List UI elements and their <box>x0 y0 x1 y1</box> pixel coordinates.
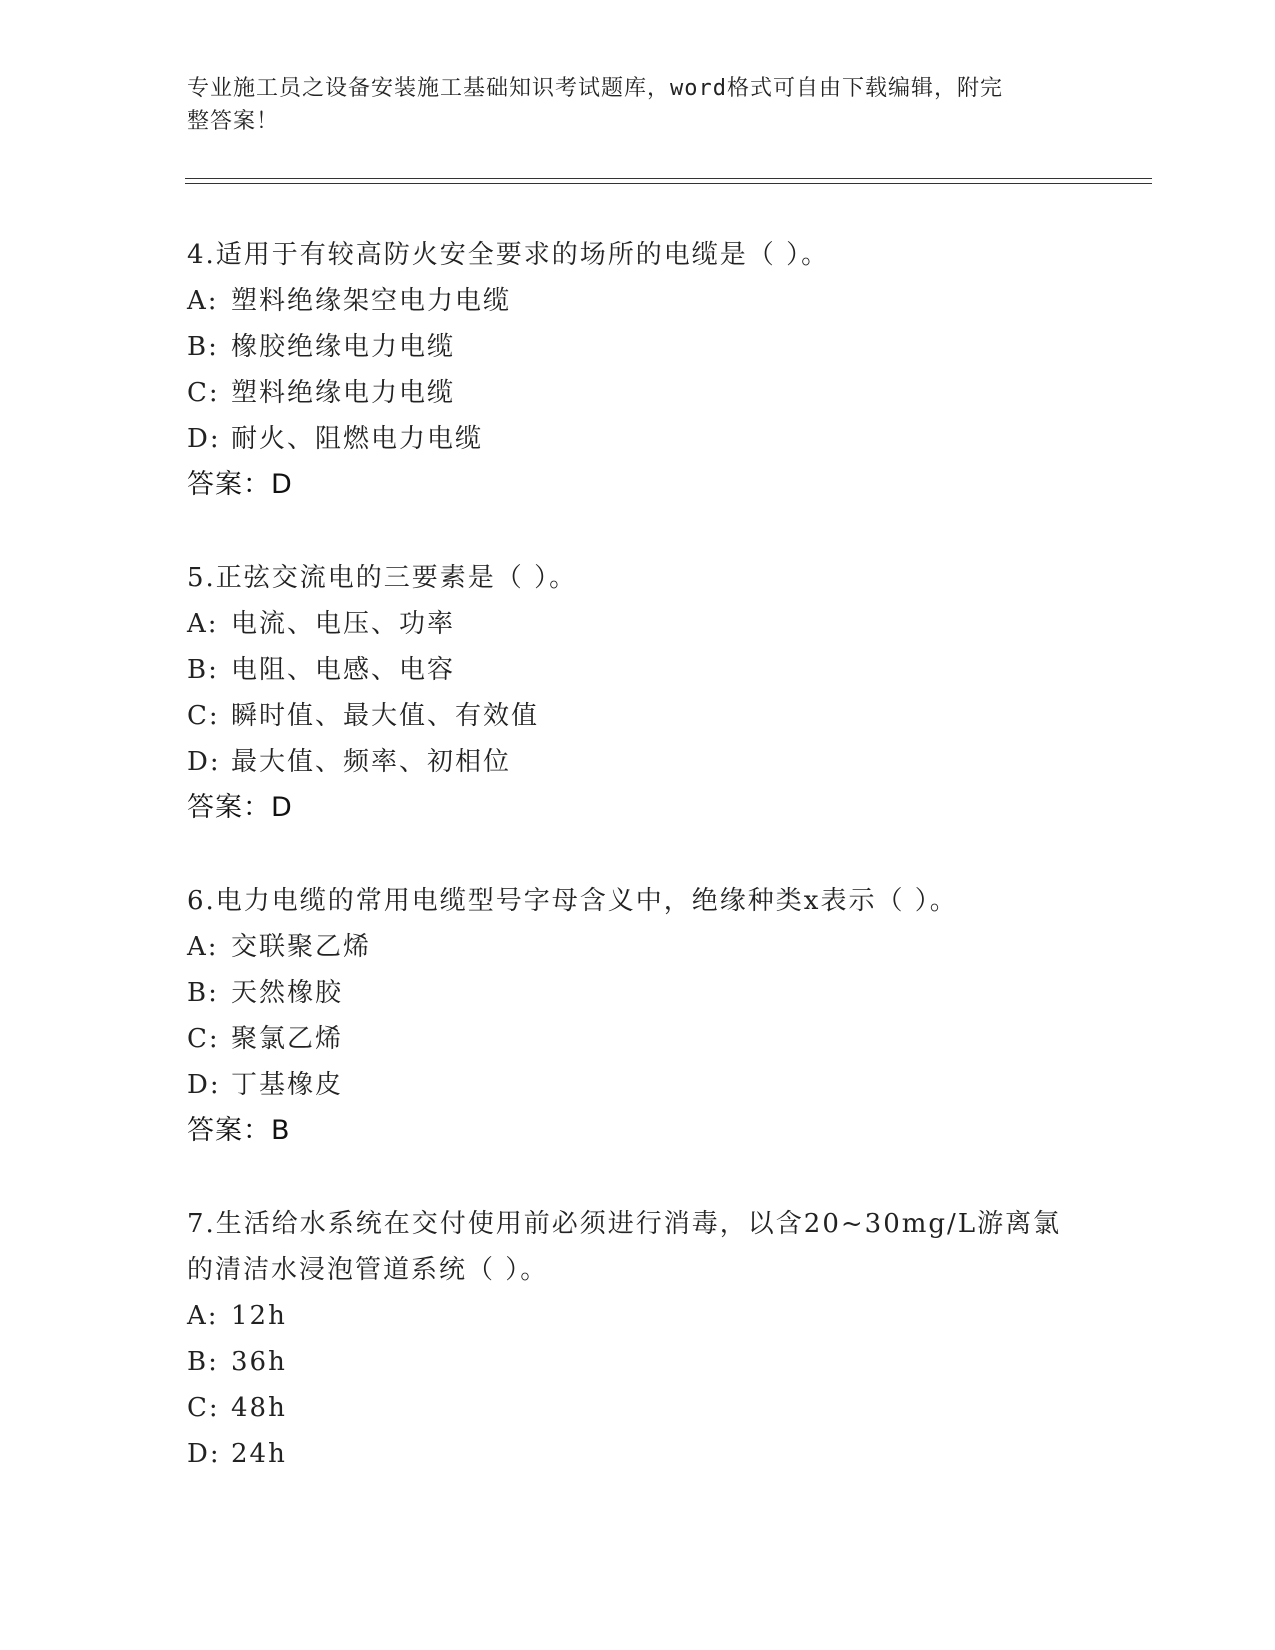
option-b <box>187 1339 1087 1385</box>
option-text: 交联聚乙烯 <box>231 932 372 962</box>
option-key: B: <box>187 978 219 1008</box>
option-a <box>187 924 1087 970</box>
option-c <box>187 693 1087 739</box>
option-key: D: <box>187 1439 221 1469</box>
option-key: C: <box>187 1024 220 1054</box>
question-7 <box>187 1201 1087 1477</box>
option-a <box>187 601 1087 647</box>
option-text: 塑料绝缘电力电缆 <box>231 378 456 408</box>
question-4 <box>187 232 1087 508</box>
option-text: 最大值、频率、初相位 <box>231 747 512 777</box>
option-key: B: <box>187 1347 219 1377</box>
header-divider-bottom <box>185 183 1152 184</box>
option-key: D: <box>187 424 221 454</box>
question-stem: 5.正弦交流电的三要素是（ ）。 <box>187 563 578 593</box>
option-text: 聚氯乙烯 <box>231 1024 344 1054</box>
answer: 答案：D <box>187 469 293 500</box>
option-key: C: <box>187 701 220 731</box>
option-b <box>187 647 1087 693</box>
option-key: D: <box>187 747 221 777</box>
option-text: 丁基橡皮 <box>231 1070 344 1100</box>
option-text: 48h <box>231 1393 287 1423</box>
option-text: 电阻、电感、电容 <box>231 655 456 685</box>
document-header <box>187 72 1067 138</box>
option-c <box>187 1016 1087 1062</box>
option-key: B: <box>187 655 219 685</box>
answer: 答案：D <box>187 792 293 823</box>
option-key: A: <box>187 1301 219 1331</box>
option-b <box>187 970 1087 1016</box>
option-text: 瞬时值、最大值、有效值 <box>231 701 540 731</box>
option-key: D: <box>187 1070 221 1100</box>
option-a <box>187 278 1087 324</box>
option-key: B: <box>187 332 219 362</box>
header-line-2: 整答案！ <box>187 109 280 134</box>
option-text: 36h <box>231 1347 287 1377</box>
option-c <box>187 1385 1087 1431</box>
option-a <box>187 1293 1087 1339</box>
option-key: C: <box>187 1393 220 1423</box>
option-d <box>187 739 1087 785</box>
option-key: A: <box>187 286 219 316</box>
question-5 <box>187 555 1087 831</box>
header-divider-top <box>185 178 1152 179</box>
option-text: 塑料绝缘架空电力电缆 <box>231 286 512 316</box>
answer: 答案：B <box>187 1115 291 1146</box>
option-b <box>187 324 1087 370</box>
option-d <box>187 1062 1087 1108</box>
option-text: 天然橡胶 <box>231 978 344 1008</box>
question-stem-line-2: 的清洁水浸泡管道系统（ ）。 <box>187 1255 549 1285</box>
option-text: 24h <box>231 1439 287 1469</box>
header-line-1: 专业施工员之设备安装施工基础知识考试题库，word格式可自由下载编辑，附完 <box>187 76 1003 101</box>
option-text: 耐火、阻燃电力电缆 <box>231 424 484 454</box>
option-key: A: <box>187 609 219 639</box>
option-d <box>187 1431 1087 1477</box>
option-text: 橡胶绝缘电力电缆 <box>231 332 456 362</box>
question-stem: 4.适用于有较高防火安全要求的场所的电缆是（ ）。 <box>187 240 830 270</box>
question-6 <box>187 878 1087 1154</box>
option-text: 12h <box>231 1301 287 1331</box>
option-text: 电流、电压、功率 <box>231 609 456 639</box>
option-key: C: <box>187 378 220 408</box>
question-stem: 6.电力电缆的常用电缆型号字母含义中，绝缘种类x表示（ ）。 <box>187 886 958 916</box>
option-d <box>187 416 1087 462</box>
option-key: A: <box>187 932 219 962</box>
question-stem-line-1: 7.生活给水系统在交付使用前必须进行消毒，以含20~30mg/L游离氯 <box>187 1209 1062 1239</box>
option-c <box>187 370 1087 416</box>
